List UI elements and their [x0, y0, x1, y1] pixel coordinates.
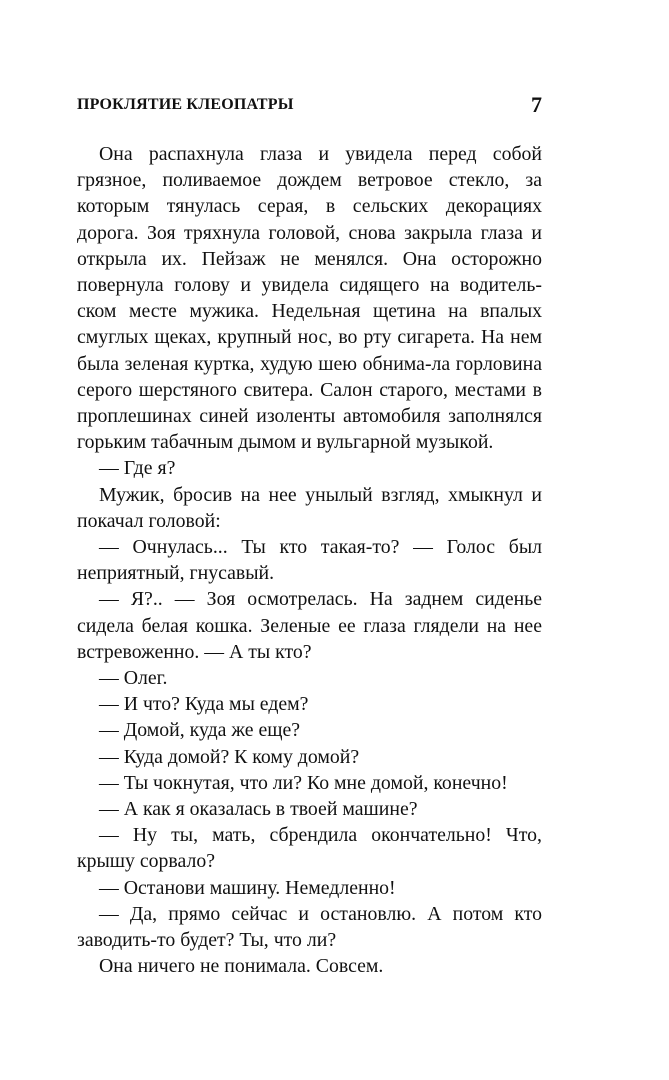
paragraph-dialogue-11: — Останови машину. Немедленно!: [99, 876, 396, 899]
running-title: ПРОКЛЯТИЕ КЛЕОПАТРЫ: [77, 96, 294, 113]
paragraph-dialogue-9: — А как я оказалась в твоей машине?: [99, 798, 418, 821]
running-head: [77, 92, 542, 120]
paragraph-narration-2: Мужик, бросив на нее унылый взгляд, хмыкнул и покачал головой:: [77, 483, 542, 532]
body-text: [77, 141, 542, 980]
paragraph-dialogue-2: — Очнулась... Ты кто такая-то? — Голос был неприятный, гнусавый.: [77, 536, 542, 585]
paragraph-dialogue-7: — Куда домой? К кому домой?: [99, 745, 360, 768]
paragraph-dialogue-10: — Ну ты, мать, сбрендила окончательно! Что, крышу сорвало?: [77, 824, 542, 873]
paragraph-dialogue-12: — Да, прямо сейчас и остановлю. А потом кто заводить-то будет? Ты, что ли?: [77, 902, 542, 952]
page-number: 7: [531, 92, 542, 117]
paragraph-dialogue-3: — Я?.. — Зоя осмотрелась. На заднем сиденье сидела белая кошка. Зеленые ее глаза глядели на нее встревоженно. — А ты кто?: [77, 588, 542, 663]
paragraph-dialogue-8: — Ты чокнутая, что ли? Ко мне домой, конечно!: [99, 771, 508, 794]
paragraph-narration-3: Она ничего не понимала. Совсем.: [99, 955, 384, 978]
paragraph-dialogue-6: — Домой, куда же еще?: [99, 719, 301, 742]
paragraph-narration-1: Она распахнула глаза и увидела перед собой грязное, поливаемое дождем ветровое стекло, за которым тянулась серая, в сельских декорациях дорога. Зоя тряхнула головой, снова закрыла глаза и открыла их. Пейзаж не менялся. Она осторожно повернула голову и увидела сидящего на водитель-ском месте мужика. Недельная щетина на впалых смуглых щеках, крупный нос, во рту сигарета. На нем была зеленая куртка, худую шею обнима-ла горловина серого шерстяного свитера. Салон старого, местами в проплешинах синей изоленты автомобиля заполнялся горьким табачным дымом и вульгарной музыкой.: [77, 143, 542, 454]
paragraph-dialogue-4: — Олег.: [99, 667, 168, 690]
paragraph-dialogue-1: — Где я?: [99, 457, 176, 480]
paragraph-dialogue-5: — И что? Куда мы едем?: [99, 693, 309, 716]
